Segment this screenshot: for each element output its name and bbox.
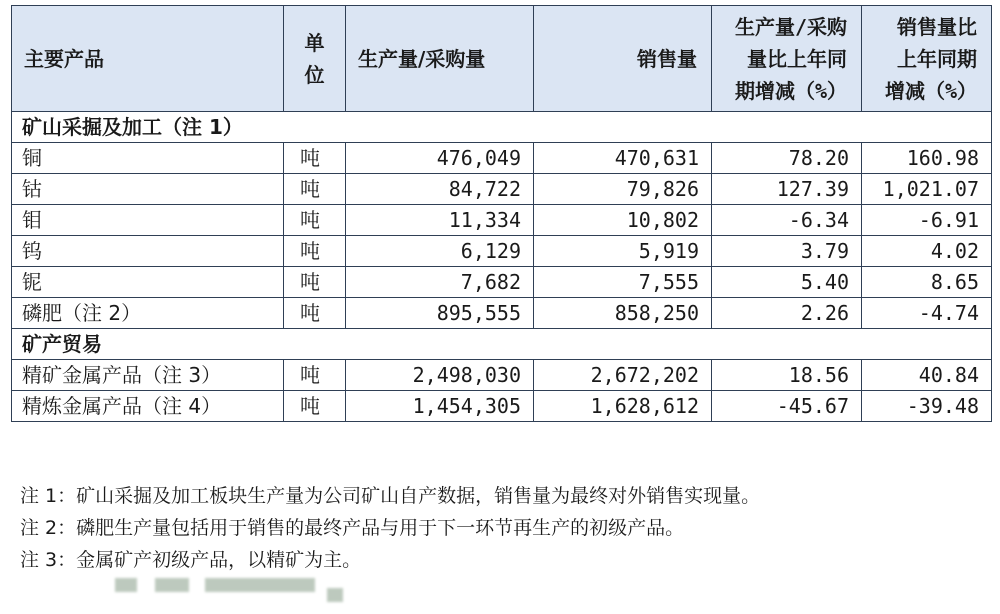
header-unit-line1: 单 <box>304 30 325 55</box>
footnotes <box>20 480 980 576</box>
table-row <box>12 143 992 174</box>
product-cell: 铜 <box>12 143 284 174</box>
table-row <box>12 267 992 298</box>
production-cell: 6,129 <box>346 236 534 267</box>
product-cell: 铌 <box>12 267 284 298</box>
footnote-2: 注 2：磷肥生产量包括用于销售的最终产品与用于下一环节再生产的初级产品。 <box>20 517 685 539</box>
product-cell: 精矿金属产品（注 3） <box>12 360 284 391</box>
sales-cell: 79,826 <box>534 174 712 205</box>
section-header-row <box>12 112 992 143</box>
unit-cell: 吨 <box>284 298 346 329</box>
sales-cell: 470,631 <box>534 143 712 174</box>
sales-cell: 10,802 <box>534 205 712 236</box>
sales-cell: 858,250 <box>534 298 712 329</box>
section-title: 矿山采掘及加工（注 1） <box>12 112 992 143</box>
header-unit-line2: 位 <box>304 62 325 87</box>
production-cell: 11,334 <box>346 205 534 236</box>
sales-change-cell: 1,021.07 <box>862 174 992 205</box>
table-row <box>12 360 992 391</box>
header-product: 主要产品 <box>12 6 284 112</box>
production-cell: 2,498,030 <box>346 360 534 391</box>
header-prod-change <box>712 6 862 112</box>
header-sales-change <box>862 6 992 112</box>
table-body <box>12 112 992 422</box>
header-prod-change-line1: 生产量/采购 <box>734 14 847 39</box>
production-change-cell: 127.39 <box>712 174 862 205</box>
header-prod-change-line2: 量比上年同 <box>747 46 847 71</box>
footnote-3: 注 3：金属矿产初级产品，以精矿为主。 <box>20 549 362 571</box>
production-change-cell: 2.26 <box>712 298 862 329</box>
header-sales-change-line2: 上年同期 <box>897 46 977 71</box>
production-cell: 1,454,305 <box>346 391 534 422</box>
unit-cell: 吨 <box>284 205 346 236</box>
production-cell: 7,682 <box>346 267 534 298</box>
production-change-cell: 3.79 <box>712 236 862 267</box>
unit-cell: 吨 <box>284 267 346 298</box>
sales-change-cell: -39.48 <box>862 391 992 422</box>
product-cell: 钴 <box>12 174 284 205</box>
section-title: 矿产贸易 <box>12 329 992 360</box>
sales-cell: 2,672,202 <box>534 360 712 391</box>
product-cell: 精炼金属产品（注 4） <box>12 391 284 422</box>
production-sales-table <box>11 5 992 422</box>
sales-cell: 1,628,612 <box>534 391 712 422</box>
table-row <box>12 391 992 422</box>
unit-cell: 吨 <box>284 360 346 391</box>
production-cell: 84,722 <box>346 174 534 205</box>
sales-change-cell: 8.65 <box>862 267 992 298</box>
unit-cell: 吨 <box>284 143 346 174</box>
product-cell: 钨 <box>12 236 284 267</box>
table-row <box>12 236 992 267</box>
sales-change-cell: -6.91 <box>862 205 992 236</box>
header-row <box>12 6 992 112</box>
unit-cell: 吨 <box>284 236 346 267</box>
sales-change-cell: 4.02 <box>862 236 992 267</box>
cropped-text-fragment <box>115 578 355 606</box>
production-change-cell: 18.56 <box>712 360 862 391</box>
table-row <box>12 205 992 236</box>
unit-cell: 吨 <box>284 391 346 422</box>
header-sales-change-line3: 增减（%） <box>884 78 977 103</box>
sales-change-cell: 160.98 <box>862 143 992 174</box>
header-sales: 销售量 <box>534 6 712 112</box>
unit-cell: 吨 <box>284 174 346 205</box>
production-cell: 476,049 <box>346 143 534 174</box>
header-production: 生产量/采购量 <box>346 6 534 112</box>
sales-cell: 7,555 <box>534 267 712 298</box>
production-change-cell: -6.34 <box>712 205 862 236</box>
table-row <box>12 298 992 329</box>
footnote-1: 注 1：矿山采掘及加工板块生产量为公司矿山自产数据，销售量为最终对外销售实现量。 <box>20 485 761 507</box>
header-unit <box>284 6 346 112</box>
table-row <box>12 174 992 205</box>
product-cell: 磷肥（注 2） <box>12 298 284 329</box>
product-cell: 钼 <box>12 205 284 236</box>
sales-cell: 5,919 <box>534 236 712 267</box>
sales-change-cell: -4.74 <box>862 298 992 329</box>
header-prod-change-line3: 期增减（%） <box>734 78 847 103</box>
production-change-cell: 78.20 <box>712 143 862 174</box>
production-change-cell: 5.40 <box>712 267 862 298</box>
sales-change-cell: 40.84 <box>862 360 992 391</box>
header-sales-change-line1: 销售量比 <box>897 14 977 39</box>
section-header-row <box>12 329 992 360</box>
production-cell: 895,555 <box>346 298 534 329</box>
production-change-cell: -45.67 <box>712 391 862 422</box>
